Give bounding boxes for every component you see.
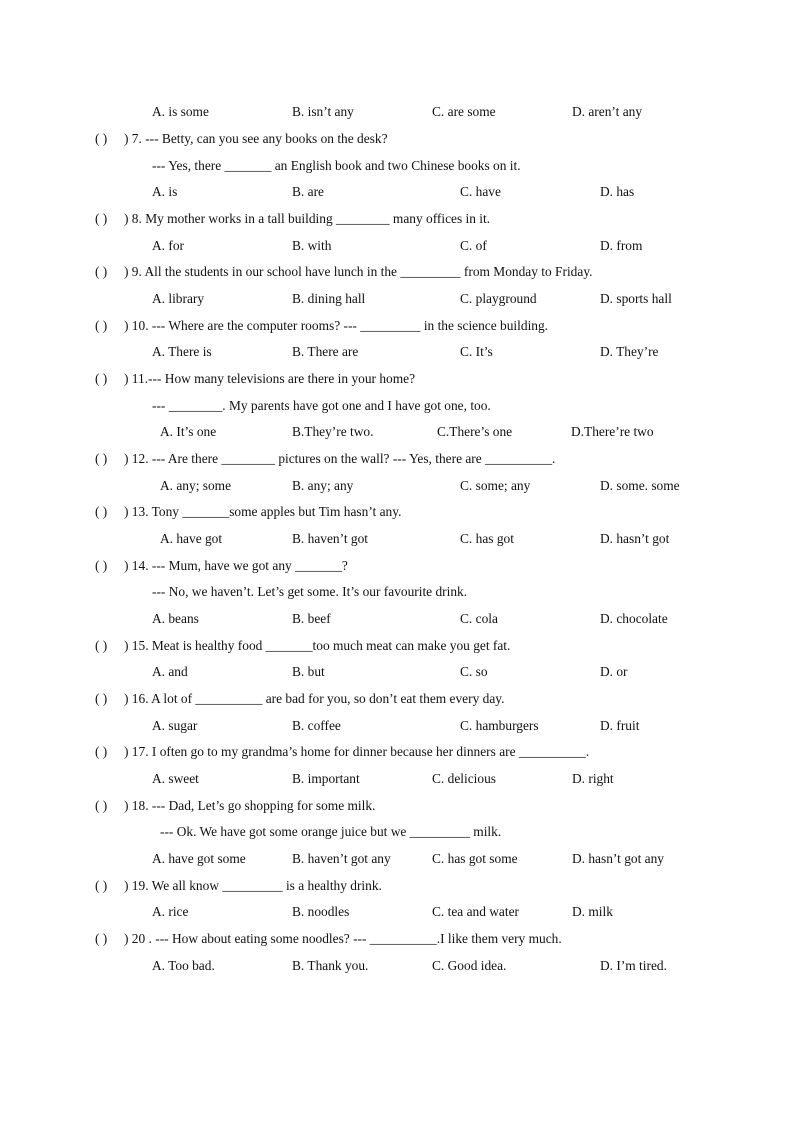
q7-options (0, 182, 794, 202)
q19-answer-paren[interactable]: ( ) (95, 878, 108, 893)
q11-option-d[interactable]: D.There’re two (571, 424, 654, 439)
q9-option-d[interactable]: D. sports hall (600, 291, 672, 306)
q6-option-c[interactable]: C. are some (432, 104, 496, 119)
q19-option-a[interactable]: A. rice (152, 904, 189, 919)
q6-option-d[interactable]: D. aren’t any (572, 104, 643, 119)
q9-options (0, 289, 794, 309)
q19-option-c[interactable]: C. tea and water (432, 904, 519, 919)
q10-stem-line (0, 316, 794, 336)
q13-stem-line (0, 502, 794, 522)
q8-option-d[interactable]: D. from (600, 238, 643, 253)
q16-option-d[interactable]: D. fruit (600, 718, 640, 733)
q10-stem: ) 10. --- Where are the computer rooms? --- _________ in the science building. (124, 318, 549, 333)
q11-answer-paren[interactable]: ( ) (95, 371, 108, 386)
q12-stem-line (0, 449, 794, 469)
q15-option-d[interactable]: D. or (600, 664, 628, 679)
q18-option-d[interactable]: D. hasn’t got any (572, 851, 664, 866)
q6-option-a[interactable]: A. is some (152, 104, 209, 119)
q8-option-a[interactable]: A. for (152, 238, 184, 253)
q18-follow-line (0, 822, 794, 842)
q17-stem: ) 17. I often go to my grandma’s home for dinner because her dinners are __________. (124, 744, 590, 759)
q9-option-b[interactable]: B. dining hall (292, 291, 366, 306)
q16-option-b[interactable]: B. coffee (292, 718, 341, 733)
q18-option-b[interactable]: B. haven’t got any (292, 851, 391, 866)
q20-option-d[interactable]: D. I’m tired. (600, 958, 667, 973)
q8-stem: ) 8. My mother works in a tall building ________ many offices in it. (124, 211, 491, 226)
q7-option-b[interactable]: B. are (292, 184, 324, 199)
q14-answer-paren[interactable]: ( ) (95, 558, 108, 573)
q9-stem-line (0, 262, 794, 282)
q7-stem: ) 7. --- Betty, can you see any books on the desk? (124, 131, 388, 146)
q20-option-a[interactable]: A. Too bad. (152, 958, 215, 973)
q13-answer-paren[interactable]: ( ) (95, 504, 108, 519)
q13-options (0, 529, 794, 549)
q6-option-b[interactable]: B. isn’t any (292, 104, 354, 119)
q11-stem-line (0, 369, 794, 389)
q7-option-d[interactable]: D. has (600, 184, 635, 199)
q12-option-b[interactable]: B. any; any (292, 478, 354, 493)
q8-option-b[interactable]: B. with (292, 238, 332, 253)
q16-stem-line (0, 689, 794, 709)
q11-options (0, 422, 794, 442)
q8-answer-paren[interactable]: ( ) (95, 211, 108, 226)
q14-option-b[interactable]: B. beef (292, 611, 331, 626)
q15-option-b[interactable]: B. but (292, 664, 325, 679)
q8-option-c[interactable]: C. of (460, 238, 487, 253)
q11-option-c[interactable]: C.There’s one (437, 424, 513, 439)
q10-option-b[interactable]: B. There are (292, 344, 359, 359)
q14-option-a[interactable]: A. beans (152, 611, 199, 626)
q19-stem-line (0, 876, 794, 896)
q15-option-c[interactable]: C. so (460, 664, 488, 679)
q11-follow-line (0, 396, 794, 416)
q15-stem-line (0, 636, 794, 656)
q16-option-a[interactable]: A. sugar (152, 718, 198, 733)
q11-option-a[interactable]: A. It’s one (160, 424, 217, 439)
q18-option-c[interactable]: C. has got some (432, 851, 518, 866)
q20-options (0, 956, 794, 976)
q9-answer-paren[interactable]: ( ) (95, 264, 108, 279)
q14-stem-line (0, 556, 794, 576)
q15-stem: ) 15. Meat is healthy food _______too much meat can make you get fat. (124, 638, 511, 653)
q11-stem: ) 11.--- How many televisions are there in your home? (124, 371, 416, 386)
q13-option-c[interactable]: C. has got (460, 531, 514, 546)
q10-option-c[interactable]: C. It’s (460, 344, 493, 359)
q9-stem: ) 9. All the students in our school have lunch in the _________ from Monday to Friday. (124, 264, 593, 279)
q17-option-b[interactable]: B. important (292, 771, 360, 786)
q11-line2: --- ________. My parents have got one and I have got one, too. (152, 398, 491, 413)
q14-stem: ) 14. --- Mum, have we got any _______? (124, 558, 348, 573)
q7-option-a[interactable]: A. is (152, 184, 178, 199)
q12-answer-paren[interactable]: ( ) (95, 451, 108, 466)
q14-follow-line (0, 582, 794, 602)
q20-option-b[interactable]: B. Thank you. (292, 958, 369, 973)
q12-options (0, 476, 794, 496)
q18-options (0, 849, 794, 869)
q17-option-a[interactable]: A. sweet (152, 771, 199, 786)
q16-stem: ) 16. A lot of __________ are bad for you, so don’t eat them every day. (124, 691, 505, 706)
q13-option-b[interactable]: B. haven’t got (292, 531, 368, 546)
q9-option-c[interactable]: C. playground (460, 291, 537, 306)
q18-stem-line (0, 796, 794, 816)
q13-option-a[interactable]: A. have got (160, 531, 223, 546)
q17-option-c[interactable]: C. delicious (432, 771, 496, 786)
q12-option-c[interactable]: C. some; any (460, 478, 531, 493)
q20-option-c[interactable]: C. Good idea. (432, 958, 507, 973)
q20-answer-paren[interactable]: ( ) (95, 931, 108, 946)
q9-option-a[interactable]: A. library (152, 291, 205, 306)
q6-options (0, 102, 794, 122)
q16-option-c[interactable]: C. hamburgers (460, 718, 539, 733)
q16-options (0, 716, 794, 736)
q7-option-c[interactable]: C. have (460, 184, 501, 199)
q19-stem: ) 19. We all know _________ is a healthy drink. (124, 878, 382, 893)
q15-options (0, 662, 794, 682)
q17-answer-paren[interactable]: ( ) (95, 744, 108, 759)
q10-option-a[interactable]: A. There is (152, 344, 212, 359)
q10-option-d[interactable]: D. They’re (600, 344, 659, 359)
q13-stem: ) 13. Tony _______some apples but Tim hasn’t any. (124, 504, 402, 519)
q18-line2: --- Ok. We have got some orange juice but we _________ milk. (160, 824, 502, 839)
q12-stem: ) 12. --- Are there ________ pictures on the wall? --- Yes, there are __________. (124, 451, 556, 466)
q18-answer-paren[interactable]: ( ) (95, 798, 108, 813)
q19-option-b[interactable]: B. noodles (292, 904, 350, 919)
q7-answer-paren[interactable]: ( ) (95, 131, 108, 146)
q20-stem-line (0, 929, 794, 949)
q7-line2: --- Yes, there _______ an English book and two Chinese books on it. (152, 158, 521, 173)
q15-answer-paren[interactable]: ( ) (95, 638, 108, 653)
q13-option-d[interactable]: D. hasn’t got (600, 531, 670, 546)
q8-options (0, 236, 794, 256)
q19-option-d[interactable]: D. milk (572, 904, 613, 919)
q10-options (0, 342, 794, 362)
q7-follow-line (0, 156, 794, 176)
q19-options (0, 902, 794, 922)
q14-option-c[interactable]: C. cola (460, 611, 498, 626)
q15-option-a[interactable]: A. and (152, 664, 188, 679)
q11-option-b[interactable]: B.They’re two. (292, 424, 374, 439)
q12-option-d[interactable]: D. some. some (600, 478, 680, 493)
q18-stem: ) 18. --- Dad, Let’s go shopping for some milk. (124, 798, 376, 813)
q7-stem-line (0, 129, 794, 149)
q12-option-a[interactable]: A. any; some (160, 478, 232, 493)
q8-stem-line (0, 209, 794, 229)
q14-options (0, 609, 794, 629)
q14-option-d[interactable]: D. chocolate (600, 611, 668, 626)
q18-option-a[interactable]: A. have got some (152, 851, 246, 866)
q14-line2: --- No, we haven’t. Let’s get some. It’s our favourite drink. (152, 584, 468, 599)
q17-stem-line (0, 742, 794, 762)
q20-stem: ) 20 . --- How about eating some noodles? --- __________.I like them very much. (124, 931, 562, 946)
q16-answer-paren[interactable]: ( ) (95, 691, 108, 706)
q17-options (0, 769, 794, 789)
q10-answer-paren[interactable]: ( ) (95, 318, 108, 333)
q17-option-d[interactable]: D. right (572, 771, 614, 786)
